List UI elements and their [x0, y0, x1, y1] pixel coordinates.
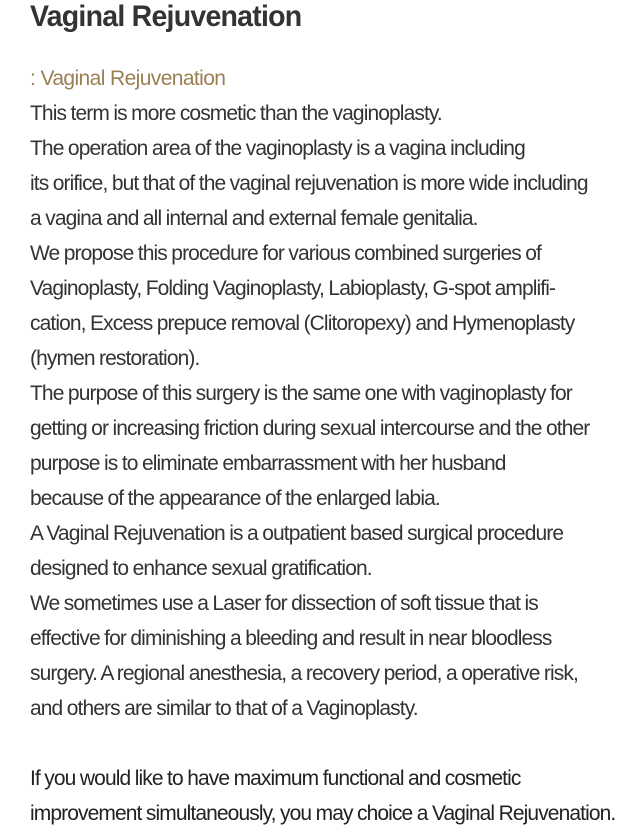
paragraph-spacer: [30, 726, 630, 761]
body-line: Vaginoplasty, Folding Vaginoplasty, Labioplasty, G-spot amplifi-: [30, 277, 556, 300]
body-line: purpose is to eliminate embarrassment with her husband: [30, 452, 506, 475]
body-line: (hymen restoration).: [30, 347, 200, 370]
body-line: The purpose of this surgery is the same one with vaginoplasty for: [30, 382, 572, 405]
page-title: Vaginal Rejuvenation: [30, 0, 302, 33]
body-line: This term is more cosmetic than the vaginoplasty.: [30, 102, 442, 125]
body-line: A Vaginal Rejuvenation is a outpatient based surgical procedure: [30, 522, 564, 545]
body-line: cation, Excess prepuce removal (Clitoropexy) and Hymenoplasty: [30, 312, 575, 335]
body-line: We propose this procedure for various combined surgeries of: [30, 242, 541, 265]
body-line: effective for diminishing a bleeding and result in near bloodless: [30, 627, 552, 650]
article: [30, 0, 630, 831]
body-line: We sometimes use a Laser for dissection of soft tissue that is: [30, 592, 538, 615]
body-line: getting or increasing friction during sexual intercourse and the other: [30, 417, 590, 440]
body-text: [30, 96, 630, 726]
body-line: designed to enhance sexual gratification.: [30, 557, 372, 580]
body-line: surgery. A regional anesthesia, a recovery period, a operative risk,: [30, 662, 578, 685]
section-subtitle: : Vaginal Rejuvenation: [30, 67, 226, 90]
body-line: a vagina and all internal and external female genitalia.: [30, 207, 478, 230]
body-line: and others are similar to that of a Vaginoplasty.: [30, 697, 418, 720]
closing-line: If you would like to have maximum functional and cosmetic: [30, 767, 521, 790]
closing-paragraph: [30, 761, 630, 831]
closing-line: improvement simultaneously, you may choice a Vaginal Rejuvenation.: [30, 802, 616, 825]
body-line: its orifice, but that of the vaginal rejuvenation is more wide including: [30, 172, 588, 195]
body-line: because of the appearance of the enlarged labia.: [30, 487, 440, 510]
body-line: The operation area of the vaginoplasty is a vagina including: [30, 137, 525, 160]
